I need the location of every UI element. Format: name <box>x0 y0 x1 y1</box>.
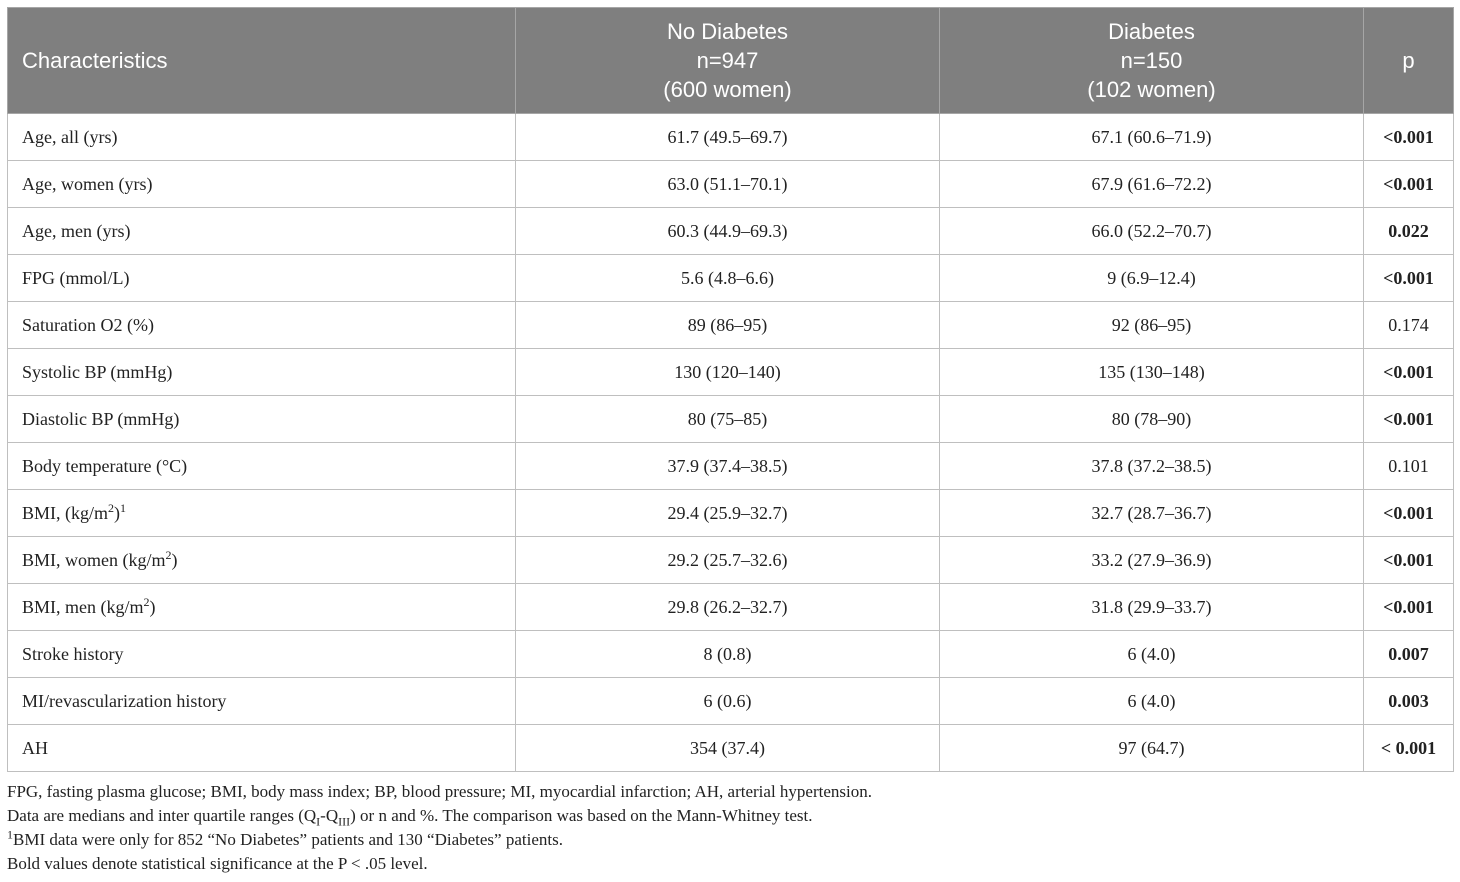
subscript-q1: I <box>316 814 321 829</box>
diabetes-value: 6 (4.0) <box>940 678 1364 725</box>
footnote-marker: 1 <box>120 500 127 515</box>
table-container <box>7 7 1453 772</box>
row-label: AH <box>8 725 516 772</box>
table-row <box>8 302 1454 349</box>
row-label: Age, all (yrs) <box>8 114 516 161</box>
table-row <box>8 255 1454 302</box>
row-label: Stroke history <box>8 631 516 678</box>
table-row <box>8 678 1454 725</box>
p-value: <0.001 <box>1364 537 1454 584</box>
no-diabetes-value: 37.9 (37.4–38.5) <box>516 443 940 490</box>
row-label <box>8 537 516 584</box>
superscript-2: 2 <box>143 594 150 609</box>
superscript-2: 2 <box>165 547 172 562</box>
header-diabetes-line2: n=150 <box>1120 48 1183 73</box>
no-diabetes-value: 29.2 (25.7–32.6) <box>516 537 940 584</box>
row-label: MI/revascularization history <box>8 678 516 725</box>
p-value: <0.001 <box>1364 349 1454 396</box>
diabetes-value: 67.9 (61.6–72.2) <box>940 161 1364 208</box>
row-label: Age, men (yrs) <box>8 208 516 255</box>
diabetes-value: 66.0 (52.2–70.7) <box>940 208 1364 255</box>
footnote-bold-values: Bold values denote statistical significance at the P < .05 level. <box>7 854 428 873</box>
table-row <box>8 161 1454 208</box>
header-characteristics: Characteristics <box>8 8 516 114</box>
table-row <box>8 208 1454 255</box>
row-label-close: ) <box>114 502 121 523</box>
p-value: <0.001 <box>1364 396 1454 443</box>
table-row <box>8 396 1454 443</box>
p-value: <0.001 <box>1364 114 1454 161</box>
table-row <box>8 114 1454 161</box>
table-row <box>8 631 1454 678</box>
row-label-close: ) <box>171 549 178 570</box>
table-row <box>8 443 1454 490</box>
no-diabetes-value: 29.4 (25.9–32.7) <box>516 490 940 537</box>
table-row <box>8 349 1454 396</box>
row-label-text: BMI, (kg/m <box>22 502 109 523</box>
row-label <box>8 584 516 631</box>
footnote-bmi-text: BMI data were only for 852 “No Diabetes” patients and 130 “Diabetes” patients. <box>13 830 563 849</box>
p-value: <0.001 <box>1364 490 1454 537</box>
superscript-2: 2 <box>108 500 115 515</box>
diabetes-value: 31.8 (29.9–33.7) <box>940 584 1364 631</box>
p-value: 0.003 <box>1364 678 1454 725</box>
footnote-marker: 1 <box>7 827 13 842</box>
row-label: Diastolic BP (mmHg) <box>8 396 516 443</box>
header-no-diabetes <box>516 8 940 114</box>
footnote-abbreviations: FPG, fasting plasma glucose; BMI, body mass index; BP, blood pressure; MI, myocardial infarction; AH, arterial hypertension. <box>7 782 872 801</box>
no-diabetes-value: 89 (86–95) <box>516 302 940 349</box>
footnote-data-rest: ) or n and %. The comparison was based on the Mann-Whitney test. <box>350 806 813 825</box>
p-value: <0.001 <box>1364 255 1454 302</box>
header-no-diabetes-line3: (600 women) <box>663 77 792 102</box>
row-label-text: BMI, men (kg/m <box>22 596 144 617</box>
diabetes-value: 97 (64.7) <box>940 725 1364 772</box>
no-diabetes-value: 6 (0.6) <box>516 678 940 725</box>
no-diabetes-value: 29.8 (26.2–32.7) <box>516 584 940 631</box>
diabetes-value: 80 (78–90) <box>940 396 1364 443</box>
footnote-bmi <box>7 828 1447 852</box>
p-value: 0.022 <box>1364 208 1454 255</box>
diabetes-value: 33.2 (27.9–36.9) <box>940 537 1364 584</box>
p-value: 0.174 <box>1364 302 1454 349</box>
p-value: < 0.001 <box>1364 725 1454 772</box>
row-label-text: BMI, women (kg/m <box>22 549 166 570</box>
row-label <box>8 490 516 537</box>
header-diabetes-line3: (102 women) <box>1087 77 1216 102</box>
p-value: 0.101 <box>1364 443 1454 490</box>
no-diabetes-value: 354 (37.4) <box>516 725 940 772</box>
subscript-q3: III <box>338 814 351 829</box>
table-row <box>8 725 1454 772</box>
no-diabetes-value: 80 (75–85) <box>516 396 940 443</box>
row-label: Age, women (yrs) <box>8 161 516 208</box>
no-diabetes-value: 60.3 (44.9–69.3) <box>516 208 940 255</box>
footnote-data-text: Data are medians and inter quartile ranges (Q <box>7 806 317 825</box>
header-no-diabetes-line2: n=947 <box>696 48 759 73</box>
no-diabetes-value: 61.7 (49.5–69.7) <box>516 114 940 161</box>
diabetes-value: 6 (4.0) <box>940 631 1364 678</box>
table-row <box>8 537 1454 584</box>
p-value: <0.001 <box>1364 161 1454 208</box>
header-p: p <box>1364 8 1454 114</box>
diabetes-value: 9 (6.9–12.4) <box>940 255 1364 302</box>
diabetes-value: 135 (130–148) <box>940 349 1364 396</box>
p-value: <0.001 <box>1364 584 1454 631</box>
footnote-data-description <box>7 804 1447 828</box>
header-diabetes <box>940 8 1364 114</box>
no-diabetes-value: 130 (120–140) <box>516 349 940 396</box>
table-row <box>8 490 1454 537</box>
p-value: 0.007 <box>1364 631 1454 678</box>
table-row <box>8 584 1454 631</box>
diabetes-value: 37.8 (37.2–38.5) <box>940 443 1364 490</box>
header-no-diabetes-line1: No Diabetes <box>666 19 789 44</box>
table-footnotes <box>7 780 1447 876</box>
diabetes-value: 92 (86–95) <box>940 302 1364 349</box>
no-diabetes-value: 8 (0.8) <box>516 631 940 678</box>
header-diabetes-line1: Diabetes <box>1108 19 1195 44</box>
row-label: FPG (mmol/L) <box>8 255 516 302</box>
header-row <box>8 8 1454 114</box>
row-label: Systolic BP (mmHg) <box>8 349 516 396</box>
no-diabetes-value: 5.6 (4.8–6.6) <box>516 255 940 302</box>
row-label: Saturation O2 (%) <box>8 302 516 349</box>
no-diabetes-value: 63.0 (51.1–70.1) <box>516 161 940 208</box>
row-label: Body temperature (°C) <box>8 443 516 490</box>
diabetes-value: 32.7 (28.7–36.7) <box>940 490 1364 537</box>
diabetes-value: 67.1 (60.6–71.9) <box>940 114 1364 161</box>
row-label-close: ) <box>149 596 156 617</box>
footnote-data-dash: -Q <box>320 806 339 825</box>
characteristics-table <box>7 7 1454 772</box>
